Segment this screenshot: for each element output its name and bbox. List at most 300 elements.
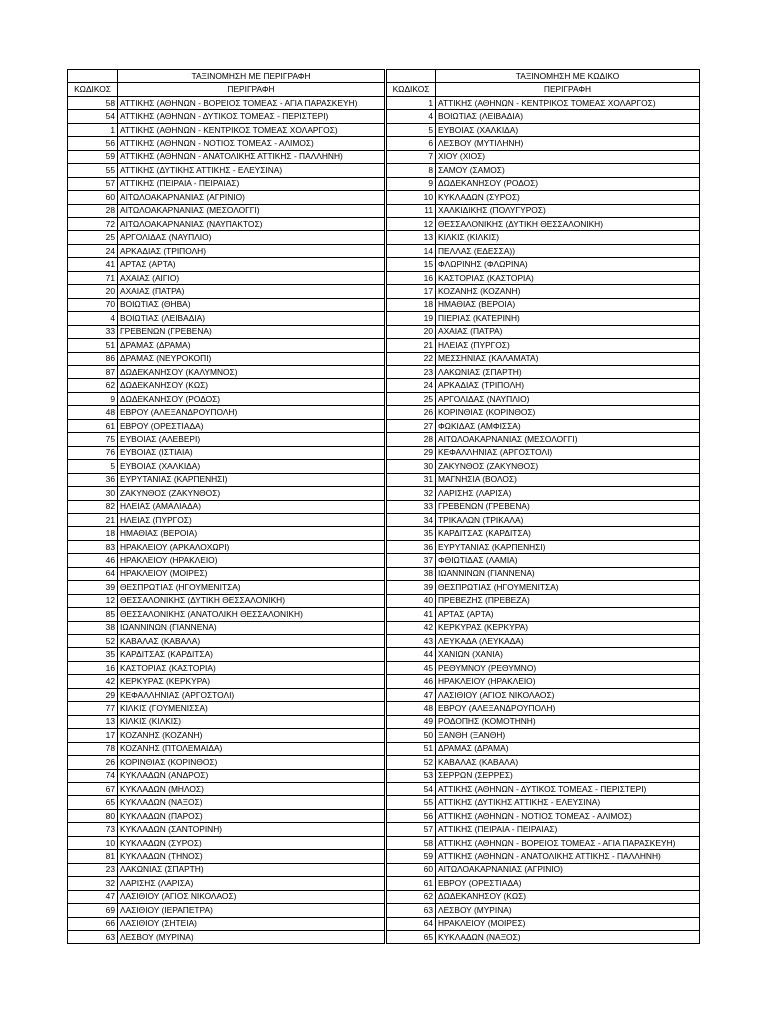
table-row — [68, 379, 385, 392]
code-cell: 31 — [387, 473, 436, 486]
table-row — [68, 406, 385, 419]
description-cell: ΑΤΤΙΚΗΣ (ΑΘΗΝΩΝ - ΑΝΑΤΟΛΙΚΗΣ ΑΤΤΙΚΗΣ - ΠΑΛΛΗΝΗ) — [436, 850, 700, 863]
table-row — [387, 500, 700, 513]
table-row — [68, 460, 385, 473]
code-cell: 16 — [387, 271, 436, 284]
description-cell: ΑΡΚΑΔΙΑΣ (ΤΡΙΠΟΛΗ) — [436, 379, 700, 392]
description-cell: ΗΡΑΚΛΕΙΟΥ (ΗΡΑΚΛΕΙΟ) — [436, 675, 700, 688]
table-row — [387, 177, 700, 190]
code-cell: 48 — [68, 406, 118, 419]
table-row — [68, 446, 385, 459]
code-cell: 51 — [68, 339, 118, 352]
description-cell: ΚΑΣΤΟΡΙΑΣ (ΚΑΣΤΟΡΙΑ) — [436, 271, 700, 284]
table-row — [68, 608, 385, 621]
code-cell: 10 — [68, 836, 118, 849]
description-cell: ΦΘΙΩΤΙΔΑΣ (ΛΑΜΙΑ) — [436, 554, 700, 567]
code-cell: 30 — [68, 487, 118, 500]
description-cell: ΚΑΒΑΛΑΣ (ΚΑΒΑΛΑ) — [118, 635, 385, 648]
table-row — [387, 392, 700, 405]
right-table-title: ΤΑΞΙΝΟΜΗΣΗ ΜΕ ΚΩΔΙΚΟ — [436, 70, 700, 83]
description-cell: ΚΟΡΙΝΘΙΑΣ (ΚΟΡΙΝΘΟΣ) — [436, 406, 700, 419]
description-cell: ΚΑΣΤΟΡΙΑΣ (ΚΑΣΤΟΡΙΑ) — [118, 661, 385, 674]
table-row — [68, 527, 385, 540]
table-row — [68, 312, 385, 325]
code-cell: 65 — [68, 796, 118, 809]
table-row — [68, 850, 385, 863]
description-cell: ΑΙΤΩΛΟΑΚΑΡΝΑΝΙΑΣ (ΝΑΥΠΑΚΤΟΣ) — [118, 217, 385, 230]
description-cell: ΑΤΤΙΚΗΣ (ΑΘΗΝΩΝ - ΑΝΑΤΟΛΙΚΗΣ ΑΤΤΙΚΗΣ - ΠΑΛΛΗΝΗ) — [118, 150, 385, 163]
description-cell: ΔΩΔΕΚΑΝΗΣΟΥ (ΚΑΛΥΜΝΟΣ) — [118, 365, 385, 378]
code-cell: 78 — [68, 742, 118, 755]
description-cell: ΑΡΓΟΛΙΔΑΣ (ΝΑΥΠΛΙΟ) — [436, 392, 700, 405]
table-row — [387, 742, 700, 755]
code-cell: 26 — [68, 756, 118, 769]
code-cell: 70 — [68, 298, 118, 311]
code-cell: 37 — [387, 554, 436, 567]
table-row — [68, 137, 385, 150]
code-cell: 26 — [387, 406, 436, 419]
description-cell: ΘΕΣΠΡΩΤΙΑΣ (ΗΓΟΥΜΕΝΙΤΣΑ) — [436, 581, 700, 594]
description-cell: ΔΩΔΕΚΑΝΗΣΟΥ (ΡΟΔΟΣ) — [436, 177, 700, 190]
table-row — [68, 796, 385, 809]
code-cell: 29 — [68, 688, 118, 701]
description-cell: ΗΛΕΙΑΣ (ΑΜΑΛΙΑΔΑ) — [118, 500, 385, 513]
code-cell: 56 — [387, 809, 436, 822]
description-cell: ΗΡΑΚΛΕΙΟΥ (ΜΟΙΡΕΣ) — [118, 567, 385, 580]
table-row — [387, 164, 700, 177]
table-row — [387, 379, 700, 392]
code-cell: 73 — [68, 823, 118, 836]
table-row — [68, 863, 385, 876]
table-row — [68, 96, 385, 109]
description-cell: ΔΩΔΕΚΑΝΗΣΟΥ (ΚΩΣ) — [436, 890, 700, 903]
description-cell: ΡΟΔΟΠΗΣ (ΚΟΜΟΤΗΝΗ) — [436, 715, 700, 728]
description-cell: ΒΟΙΩΤΙΑΣ (ΘΗΒΑ) — [118, 298, 385, 311]
description-cell: ΚΟΖΑΝΗΣ (ΚΟΖΑΝΗ) — [436, 285, 700, 298]
code-cell: 20 — [387, 325, 436, 338]
description-cell: ΚΥΚΛΑΔΩΝ (ΠΑΡΟΣ) — [118, 809, 385, 822]
description-cell: ΙΩΑΝΝΙΝΩΝ (ΓΙΑΝΝΕΝΑ) — [118, 621, 385, 634]
code-cell: 8 — [387, 164, 436, 177]
code-cell: 61 — [387, 877, 436, 890]
description-cell: ΖΑΚΥΝΘΟΣ (ΖΑΚΥΝΘΟΣ) — [436, 460, 700, 473]
table-row — [68, 365, 385, 378]
description-cell: ΕΒΡΟΥ (ΑΛΕΞΑΝΔΡΟΥΠΟΛΗ) — [436, 702, 700, 715]
code-cell: 67 — [68, 783, 118, 796]
table-row — [68, 809, 385, 822]
table-row — [387, 554, 700, 567]
code-cell: 23 — [387, 365, 436, 378]
table-row — [387, 567, 700, 580]
code-cell: 42 — [68, 675, 118, 688]
code-cell: 18 — [387, 298, 436, 311]
description-cell: ΑΤΤΙΚΗΣ (ΑΘΗΝΩΝ - ΝΟΤΙΟΣ ΤΟΜΕΑΣ - ΑΛΙΜΟΣ) — [118, 137, 385, 150]
code-cell: 58 — [68, 96, 118, 109]
left-table-title: ΤΑΞΙΝΟΜΗΣΗ ΜΕ ΠΕΡΙΓΡΑΦΗ — [118, 70, 385, 83]
table-row — [387, 244, 700, 257]
table-row — [387, 635, 700, 648]
description-cell: ΕΥΒΟΙΑΣ (ΧΑΛΚΙΔΑ) — [436, 123, 700, 136]
code-cell: 55 — [387, 796, 436, 809]
code-cell: 81 — [68, 850, 118, 863]
table-row — [387, 446, 700, 459]
table-row — [68, 271, 385, 284]
code-cell: 83 — [68, 540, 118, 553]
code-cell: 75 — [68, 433, 118, 446]
description-cell: ΚΕΦΑΛΛΗΝΙΑΣ (ΑΡΓΟΣΤΟΛΙ) — [118, 688, 385, 701]
code-cell: 36 — [387, 540, 436, 553]
table-row — [68, 500, 385, 513]
table-row — [68, 621, 385, 634]
code-cell: 64 — [68, 567, 118, 580]
table-row — [68, 339, 385, 352]
description-cell: ΧΑΝΙΩΝ (ΧΑΝΙΑ) — [436, 648, 700, 661]
description-cell: ΑΤΤΙΚΗΣ (ΑΘΗΝΩΝ - ΔΥΤΙΚΟΣ ΤΟΜΕΑΣ - ΠΕΡΙΣΤΕΡΙ) — [436, 783, 700, 796]
code-cell: 46 — [68, 554, 118, 567]
table-row — [68, 177, 385, 190]
description-cell: ΗΜΑΘΙΑΣ (ΒΕΡΟΙΑ) — [118, 527, 385, 540]
code-cell: 71 — [68, 271, 118, 284]
table-row — [387, 756, 700, 769]
code-cell: 35 — [68, 648, 118, 661]
code-cell: 20 — [68, 285, 118, 298]
table-row — [387, 783, 700, 796]
code-cell: 50 — [387, 729, 436, 742]
description-cell: ΑΧΑΙΑΣ (ΑΙΓΙΟ) — [118, 271, 385, 284]
code-cell: 48 — [387, 702, 436, 715]
code-cell: 29 — [387, 446, 436, 459]
code-cell: 49 — [387, 715, 436, 728]
table-row — [387, 325, 700, 338]
table-row — [68, 325, 385, 338]
description-cell: ΠΕΛΛΑΣ (ΕΔΕΣΣΑ)) — [436, 244, 700, 257]
table-row — [68, 783, 385, 796]
sorted-by-description-table — [67, 69, 385, 944]
table-row — [68, 904, 385, 917]
table-row — [68, 715, 385, 728]
code-cell: 62 — [387, 890, 436, 903]
description-cell: ΘΕΣΠΡΩΤΙΑΣ (ΗΓΟΥΜΕΝΙΤΣΑ) — [118, 581, 385, 594]
table-row — [387, 433, 700, 446]
code-cell: 60 — [387, 863, 436, 876]
description-cell: ΚΥΚΛΑΔΩΝ (ΜΗΛΟΣ) — [118, 783, 385, 796]
description-cell: ΗΜΑΘΙΑΣ (ΒΕΡΟΙΑ) — [436, 298, 700, 311]
code-cell: 86 — [68, 352, 118, 365]
code-cell: 23 — [68, 863, 118, 876]
table-row — [387, 365, 700, 378]
code-cell: 5 — [387, 123, 436, 136]
table-row — [387, 877, 700, 890]
table-row — [387, 419, 700, 432]
description-cell: ΚΥΚΛΑΔΩΝ (ΣΥΡΟΣ) — [118, 836, 385, 849]
description-cell: ΑΤΤΙΚΗΣ (ΠΕΙΡΑΙΑ - ΠΕΙΡΑΙΑΣ) — [118, 177, 385, 190]
description-cell: ΛΑΚΩΝΙΑΣ (ΣΠΑΡΤΗ) — [118, 863, 385, 876]
table-row — [387, 823, 700, 836]
code-cell: 76 — [68, 446, 118, 459]
code-cell: 16 — [68, 661, 118, 674]
right-description-header: ΠΕΡΙΓΡΑΦΗ — [436, 83, 700, 96]
description-cell: ΚΥΚΛΑΔΩΝ (ΝΑΞΟΣ) — [436, 931, 700, 944]
table-row — [387, 581, 700, 594]
description-cell: ΕΥΒΟΙΑΣ (ΧΑΛΚΙΔΑ) — [118, 460, 385, 473]
description-cell: ΚΙΛΚΙΣ (ΚΙΛΚΙΣ) — [436, 231, 700, 244]
table-row — [68, 150, 385, 163]
code-cell: 74 — [68, 769, 118, 782]
description-cell: ΜΕΣΣΗΝΙΑΣ (ΚΑΛΑΜΑΤΑ) — [436, 352, 700, 365]
table-row — [387, 931, 700, 944]
table-row — [68, 836, 385, 849]
code-cell: 56 — [68, 137, 118, 150]
code-cell: 59 — [387, 850, 436, 863]
code-cell: 32 — [387, 487, 436, 500]
description-cell: ΒΟΙΩΤΙΑΣ (ΛΕΙΒΑΔΙΑ) — [436, 110, 700, 123]
description-cell: ΛΑΣΙΘΙΟΥ (ΑΓΙΟΣ ΝΙΚΟΛΑΟΣ) — [118, 890, 385, 903]
table-row — [68, 352, 385, 365]
code-cell: 24 — [68, 244, 118, 257]
table-row — [68, 877, 385, 890]
table-row — [68, 110, 385, 123]
description-cell: ΛΑΡΙΣΗΣ (ΛΑΡΙΣΑ) — [118, 877, 385, 890]
code-cell: 52 — [387, 756, 436, 769]
code-cell: 19 — [387, 312, 436, 325]
table-row — [387, 890, 700, 903]
code-cell: 85 — [68, 608, 118, 621]
table-row — [387, 729, 700, 742]
table-row — [387, 796, 700, 809]
table-row — [68, 487, 385, 500]
code-cell: 36 — [68, 473, 118, 486]
code-cell: 5 — [68, 460, 118, 473]
description-cell: ΚΟΡΙΝΘΙΑΣ (ΚΟΡΙΝΘΟΣ) — [118, 756, 385, 769]
code-cell: 62 — [68, 379, 118, 392]
description-cell: ΚΟΖΑΝΗΣ (ΚΟΖΑΝΗ) — [118, 729, 385, 742]
code-cell: 17 — [68, 729, 118, 742]
table-row — [387, 661, 700, 674]
description-cell: ΚΑΡΔΙΤΣΑΣ (ΚΑΡΔΙΤΣΑ) — [118, 648, 385, 661]
description-cell: ΑΡΓΟΛΙΔΑΣ (ΝΑΥΠΛΙΟ) — [118, 231, 385, 244]
description-cell: ΛΕΥΚΑΔΑ (ΛΕΥΚΑΔΑ) — [436, 635, 700, 648]
table-row — [387, 540, 700, 553]
table-row — [387, 769, 700, 782]
table-row — [387, 231, 700, 244]
table-row — [68, 540, 385, 553]
code-cell: 1 — [68, 123, 118, 136]
code-cell: 12 — [68, 594, 118, 607]
description-cell: ΛΕΣΒΟΥ (ΜΥΤΙΛΗΝΗ) — [436, 137, 700, 150]
description-cell: ΗΡΑΚΛΕΙΟΥ (ΜΟΙΡΕΣ) — [436, 917, 700, 930]
table-row — [68, 258, 385, 271]
table-row — [68, 433, 385, 446]
description-cell: ΕΥΒΟΙΑΣ (ΙΣΤΙΑΙΑ) — [118, 446, 385, 459]
code-cell: 77 — [68, 702, 118, 715]
description-cell: ΠΙΕΡΙΑΣ (ΚΑΤΕΡΙΝΗ) — [436, 312, 700, 325]
table-row — [387, 621, 700, 634]
description-cell: ΑΡΤΑΣ (ΑΡΤΑ) — [436, 608, 700, 621]
code-cell: 63 — [68, 931, 118, 944]
description-cell: ΚΕΡΚΥΡΑΣ (ΚΕΡΚΥΡΑ) — [118, 675, 385, 688]
description-cell: ΔΡΑΜΑΣ (ΝΕΥΡΟΚΟΠΙ) — [118, 352, 385, 365]
table-row — [68, 231, 385, 244]
table-row — [68, 244, 385, 257]
code-cell: 39 — [68, 581, 118, 594]
table-row — [68, 567, 385, 580]
table-row — [387, 285, 700, 298]
table-row — [387, 271, 700, 284]
code-cell: 25 — [68, 231, 118, 244]
description-cell: ΡΕΘΥΜΝΟΥ (ΡΕΘΥΜΝΟ) — [436, 661, 700, 674]
description-cell: ΑΤΤΙΚΗΣ (ΑΘΗΝΩΝ - ΚΕΝΤΡΙΚΟΣ ΤΟΜΕΑΣ ΧΟΛΑΡΓΟΣ) — [118, 123, 385, 136]
code-cell: 15 — [387, 258, 436, 271]
description-cell: ΕΒΡΟΥ (ΟΡΕΣΤΙΑΔΑ) — [436, 877, 700, 890]
description-cell: ΠΡΕΒΕΖΗΣ (ΠΡΕΒΕΖΑ) — [436, 594, 700, 607]
description-cell: ΚΥΚΛΑΔΩΝ (ΣΥΡΟΣ) — [436, 191, 700, 204]
code-cell: 9 — [68, 392, 118, 405]
description-cell: ΕΥΡΥΤΑΝΙΑΣ (ΚΑΡΠΕΝΗΣΙ) — [436, 540, 700, 553]
code-cell: 21 — [387, 339, 436, 352]
code-cell: 44 — [387, 648, 436, 661]
code-cell: 14 — [387, 244, 436, 257]
table-row — [387, 608, 700, 621]
code-cell: 61 — [68, 419, 118, 432]
table-row — [68, 594, 385, 607]
code-cell: 41 — [387, 608, 436, 621]
table-row — [387, 702, 700, 715]
table-row — [68, 473, 385, 486]
table-row — [68, 635, 385, 648]
description-cell: ΕΒΡΟΥ (ΟΡΕΣΤΙΑΔΑ) — [118, 419, 385, 432]
code-cell: 10 — [387, 191, 436, 204]
description-cell: ΗΡΑΚΛΕΙΟΥ (ΑΡΚΑΛΟΧΩΡΙ) — [118, 540, 385, 553]
right-table-body — [387, 96, 700, 944]
description-cell: ΑΤΤΙΚΗΣ (ΑΘΗΝΩΝ - ΝΟΤΙΟΣ ΤΟΜΕΑΣ - ΑΛΙΜΟΣ) — [436, 809, 700, 822]
description-cell: ΜΑΓΝΗΣΙΑ (ΒΟΛΟΣ) — [436, 473, 700, 486]
left-description-header: ΠΕΡΙΓΡΑΦΗ — [118, 83, 385, 96]
description-cell: ΖΑΚΥΝΘΟΣ (ΖΑΚΥΝΘΟΣ) — [118, 487, 385, 500]
table-row — [387, 110, 700, 123]
description-cell: ΔΩΔΕΚΑΝΗΣΟΥ (ΚΩΣ) — [118, 379, 385, 392]
description-cell: ΙΩΑΝΝΙΝΩΝ (ΓΙΑΝΝΕΝΑ) — [436, 567, 700, 580]
code-cell: 42 — [387, 621, 436, 634]
code-cell: 45 — [387, 661, 436, 674]
code-cell: 47 — [68, 890, 118, 903]
table-row — [387, 96, 700, 109]
description-cell: ΑΤΤΙΚΗΣ (ΑΘΗΝΩΝ - ΚΕΝΤΡΙΚΟΣ ΤΟΜΕΑΣ ΧΟΛΑΡΓΟΣ) — [436, 96, 700, 109]
code-cell: 52 — [68, 635, 118, 648]
code-cell: 87 — [68, 365, 118, 378]
code-cell: 18 — [68, 527, 118, 540]
table-row — [387, 352, 700, 365]
code-cell: 47 — [387, 688, 436, 701]
table-row — [387, 715, 700, 728]
description-cell: ΘΕΣΣΑΛΟΝΙΚΗΣ (ΔΥΤΙΚΗ ΘΕΣΣΑΛΟΝΙΚΗ) — [118, 594, 385, 607]
code-cell: 38 — [68, 621, 118, 634]
description-cell: ΑΙΤΩΛΟΑΚΑΡΝΑΝΙΑΣ (ΑΓΡΙΝΙΟ) — [436, 863, 700, 876]
description-cell: ΛΑΣΙΘΙΟΥ (ΣΗΤΕΙΑ) — [118, 917, 385, 930]
code-cell: 34 — [387, 513, 436, 526]
table-row — [68, 285, 385, 298]
code-cell: 12 — [387, 217, 436, 230]
description-cell: ΚΕΡΚΥΡΑΣ (ΚΕΡΚΥΡΑ) — [436, 621, 700, 634]
table-row — [387, 487, 700, 500]
description-cell: ΑΧΑΙΑΣ (ΠΑΤΡΑ) — [118, 285, 385, 298]
table-row — [387, 191, 700, 204]
description-cell: ΗΛΕΙΑΣ (ΠΥΡΓΟΣ) — [436, 339, 700, 352]
table-row — [387, 850, 700, 863]
code-cell: 63 — [387, 904, 436, 917]
right-blank-corner — [387, 70, 436, 83]
sorted-by-code-table — [386, 69, 700, 944]
code-cell: 64 — [387, 917, 436, 930]
description-cell: ΤΡΙΚΑΛΩΝ (ΤΡΙΚΑΛΑ) — [436, 513, 700, 526]
description-cell: ΚΟΖΑΝΗΣ (ΠΤΟΛΕΜΑΙΔΑ) — [118, 742, 385, 755]
code-cell: 59 — [68, 150, 118, 163]
code-cell: 60 — [68, 191, 118, 204]
table-row — [68, 769, 385, 782]
description-cell: ΑΙΤΩΛΟΑΚΑΡΝΑΝΙΑΣ (ΑΓΡΙΝΙΟ) — [118, 191, 385, 204]
code-cell: 69 — [68, 904, 118, 917]
code-cell: 33 — [387, 500, 436, 513]
code-cell: 21 — [68, 513, 118, 526]
description-cell: ΕΥΒΟΙΑΣ (ΑΛΕΒΕΡΙ) — [118, 433, 385, 446]
code-cell: 4 — [68, 312, 118, 325]
table-row — [68, 661, 385, 674]
description-cell: ΓΡΕΒΕΝΩΝ (ΓΡΕΒΕΝΑ) — [436, 500, 700, 513]
table-row — [68, 729, 385, 742]
table-row — [68, 419, 385, 432]
code-cell: 82 — [68, 500, 118, 513]
left-blank-corner — [68, 70, 118, 83]
table-row — [68, 890, 385, 903]
table-row — [68, 742, 385, 755]
description-cell: ΛΑΚΩΝΙΑΣ (ΣΠΑΡΤΗ) — [436, 365, 700, 378]
table-row — [68, 392, 385, 405]
table-row — [68, 823, 385, 836]
table-row — [68, 298, 385, 311]
table-row — [68, 204, 385, 217]
table-row — [68, 191, 385, 204]
code-cell: 7 — [387, 150, 436, 163]
code-cell: 22 — [387, 352, 436, 365]
table-row — [68, 931, 385, 944]
code-cell: 38 — [387, 567, 436, 580]
code-cell: 35 — [387, 527, 436, 540]
description-cell: ΕΒΡΟΥ (ΑΛΕΞΑΝΔΡΟΥΠΟΛΗ) — [118, 406, 385, 419]
code-cell: 25 — [387, 392, 436, 405]
description-cell: ΓΡΕΒΕΝΩΝ (ΓΡΕΒΕΝΑ) — [118, 325, 385, 338]
table-row — [68, 917, 385, 930]
code-cell: 4 — [387, 110, 436, 123]
table-row — [68, 648, 385, 661]
table-row — [68, 217, 385, 230]
table-row — [387, 675, 700, 688]
description-cell: ΔΩΔΕΚΑΝΗΣΟΥ (ΡΟΔΟΣ) — [118, 392, 385, 405]
code-cell: 11 — [387, 204, 436, 217]
description-cell: ΛΕΣΒΟΥ (ΜΥΡΙΝΑ) — [436, 904, 700, 917]
table-row — [68, 756, 385, 769]
table-row — [387, 863, 700, 876]
table-row — [387, 204, 700, 217]
description-cell: ΧΑΛΚΙΔΙΚΗΣ (ΠΟΛΥΓΥΡΟΣ) — [436, 204, 700, 217]
code-cell: 57 — [68, 177, 118, 190]
code-cell: 53 — [387, 769, 436, 782]
description-cell: ΛΑΡΙΣΗΣ (ΛΑΡΙΣΑ) — [436, 487, 700, 500]
description-cell: ΚΑΒΑΛΑΣ (ΚΑΒΑΛΑ) — [436, 756, 700, 769]
code-cell: 80 — [68, 809, 118, 822]
code-cell: 55 — [68, 164, 118, 177]
table-row — [387, 217, 700, 230]
table-row — [387, 137, 700, 150]
code-cell: 43 — [387, 635, 436, 648]
